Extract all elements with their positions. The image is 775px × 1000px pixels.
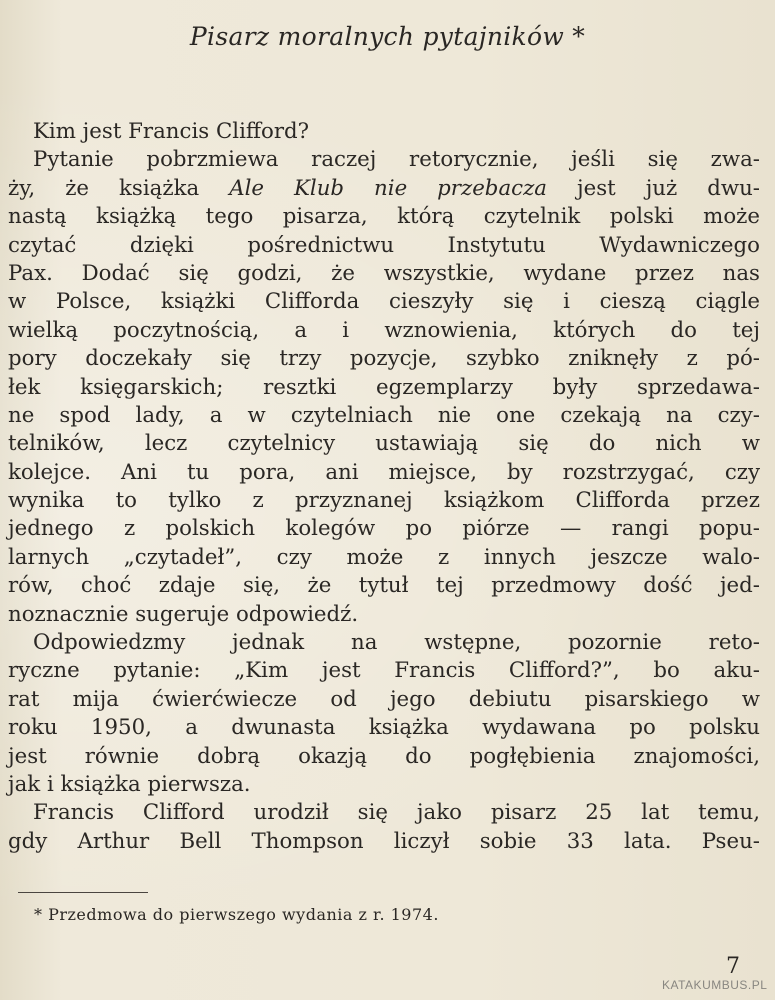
text-line: łek księgarskich; resztki egzemplarzy były sprzedawa-: [8, 374, 760, 400]
text-line: wielką poczytnością, a i wznowienia, których do tej: [8, 317, 760, 343]
text-line: rat mija ćwierćwiecze od jego debiutu pisarskiego w: [8, 686, 760, 712]
text-line: Kim jest Francis Clifford?: [33, 119, 310, 144]
text-line: Francis Clifford urodził się jako pisarz 25 lat temu,: [33, 800, 760, 826]
text-line: jednego z polskich kolegów po piórze — rangi popu-: [8, 516, 760, 542]
text-line: ne spod lady, a w czytelniach nie one czekają na czy-: [8, 402, 760, 428]
page-number: 7: [726, 954, 740, 979]
footnote: * Przedmowa do pierwszego wydania z r. 1974.: [34, 905, 439, 924]
text-line: telników, lecz czytelnicy ustawiają się do nich w: [8, 431, 760, 457]
text-line: czytać dzięki pośrednictwu Instytutu Wydawniczego: [8, 232, 760, 258]
text-line: gdy Arthur Bell Thompson liczył sobie 33 lata. Pseu-: [8, 828, 760, 854]
watermark: KATAKUMBUS.PL: [662, 978, 768, 992]
text-line: nastą książką tego pisarza, którą czytelnik polski może: [8, 204, 760, 230]
text-line: roku 1950, a dwunasta książka wydawana po polsku: [8, 715, 760, 741]
body-text: [8, 118, 760, 856]
text-line: kolejce. Ani tu pora, ani miejsce, by rozstrzygać, czy: [8, 459, 760, 485]
text-line: noznacznie sugeruje odpowiedź.: [8, 601, 359, 627]
footnote-divider: [18, 892, 148, 893]
text-line: Odpowiedzmy jednak na wstępne, pozornie reto-: [33, 630, 760, 656]
text-line: Pytanie pobrzmiewa raczej retorycznie, jeśli się zwa-: [33, 147, 760, 173]
text-line: Pax. Dodać się godzi, że wszystkie, wydane przez nas: [8, 260, 760, 286]
text-line: w Polsce, książki Clifforda cieszyły się i cieszą ciągle: [8, 289, 760, 315]
text-line: ży, że książka Ale Klub nie przebacza jest już dwu-: [8, 175, 760, 201]
text-line: jak i książka pierwsza.: [8, 771, 251, 797]
text-line: larnych „czytadeł”, czy może z innych jeszcze walo-: [8, 544, 760, 570]
text-line: pory doczekały się trzy pozycje, szybko zniknęły z pó-: [8, 346, 760, 372]
text-line: wynika to tylko z przyznanej książkom Clifforda przez: [8, 488, 760, 514]
chapter-title: Pisarz moralnych pytajników *: [189, 22, 586, 51]
book-title-italic: Ale Klub nie przebacza: [229, 175, 547, 201]
text-line: ryczne pytanie: „Kim jest Francis Clifford?”, bo aku-: [8, 658, 760, 684]
text-line: rów, choć zdaje się, że tytuł tej przedmowy dość jed-: [8, 573, 760, 599]
text-line: jest równie dobrą okazją do pogłębienia znajomości,: [8, 743, 760, 769]
